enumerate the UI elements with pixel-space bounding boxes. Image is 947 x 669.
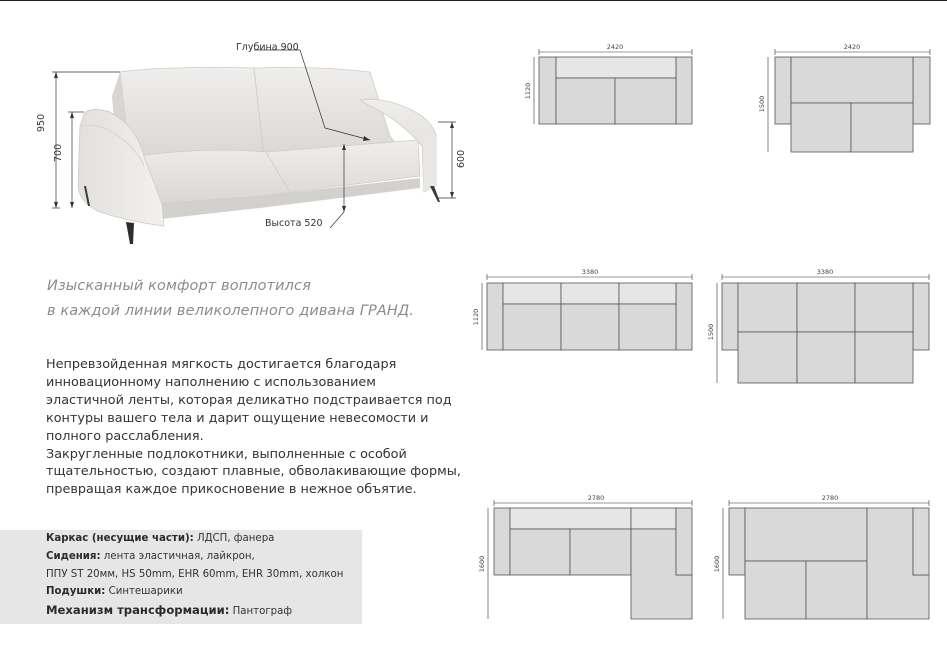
description-line: эластичной ленты, которая деликатно подстраивается под [46,392,452,408]
depth-label: Глубина 900 [236,42,299,53]
diagram-2420x1500 [758,43,930,152]
description-line: инновационному наполнению с использованием [46,374,376,390]
spec-seat-value: лента эластичная, лайкрон, [100,551,255,562]
spec-mechanism-label: Механизм трансформации: [46,603,230,617]
description-line: тщательностью, создают плавные, обволакивающие формы, [46,464,461,480]
diagram-3380x1120 [472,268,692,350]
spec-frame-label: Каркас (несущие части): [46,533,194,544]
diagram-2780x1600-corner [478,494,692,619]
spec-seat-value-2: ППУ ST 20мм, HS 50mm, EHR 60mm, EHR 30mm, холкон [46,569,344,580]
d3-width-label: 3380 [581,268,599,276]
dim-950-label: 950 [36,113,47,132]
d4-width-label: 3380 [816,268,834,276]
description-line: полного расслабления. [46,428,204,444]
spec-seat-label: Сидения: [46,551,101,562]
d5-width-label: 2780 [587,494,605,502]
diagram-2420x1120 [524,43,692,124]
d5-depth-label: 1600 [478,555,486,573]
d2-width-label: 2420 [843,43,861,51]
d2-depth-label: 1500 [758,95,766,113]
description-line: Закругленные подлокотники, выполненные с особой [46,446,407,462]
spec-pillows-label: Подушки: [46,586,106,597]
dim-700-label: 700 [53,143,64,162]
d1-width-label: 2420 [606,43,624,51]
diagram-2780x1600-corner-sleep [713,494,929,619]
spec-pillows-value: Синтешарики [105,586,183,597]
diagram-3380x1500 [707,268,929,383]
tagline-line-2: в каждой линии великолепного дивана ГРАНД. [47,303,414,319]
description-line: контуры вашего тела и дарит ощущение невесомости и [46,410,429,426]
d1-depth-label: 1120 [524,82,532,100]
description-line: превращая каждое прикосновение в нежное объятие. [46,482,417,498]
d4-depth-label: 1500 [707,323,715,341]
height-label: Высота 520 [265,218,323,229]
d3-depth-label: 1120 [472,308,480,326]
spec-mechanism-value: Пантограф [229,606,293,617]
dim-600-label: 600 [456,149,467,168]
description-line: Непревзойденная мягкость достигается благодаря [46,357,397,372]
tagline-line-1: Изысканный комфорт воплотился [47,278,311,294]
spec-frame-value: ЛДСП, фанера [193,533,275,544]
d6-width-label: 2780 [821,494,839,502]
d6-depth-label: 1600 [713,555,721,573]
